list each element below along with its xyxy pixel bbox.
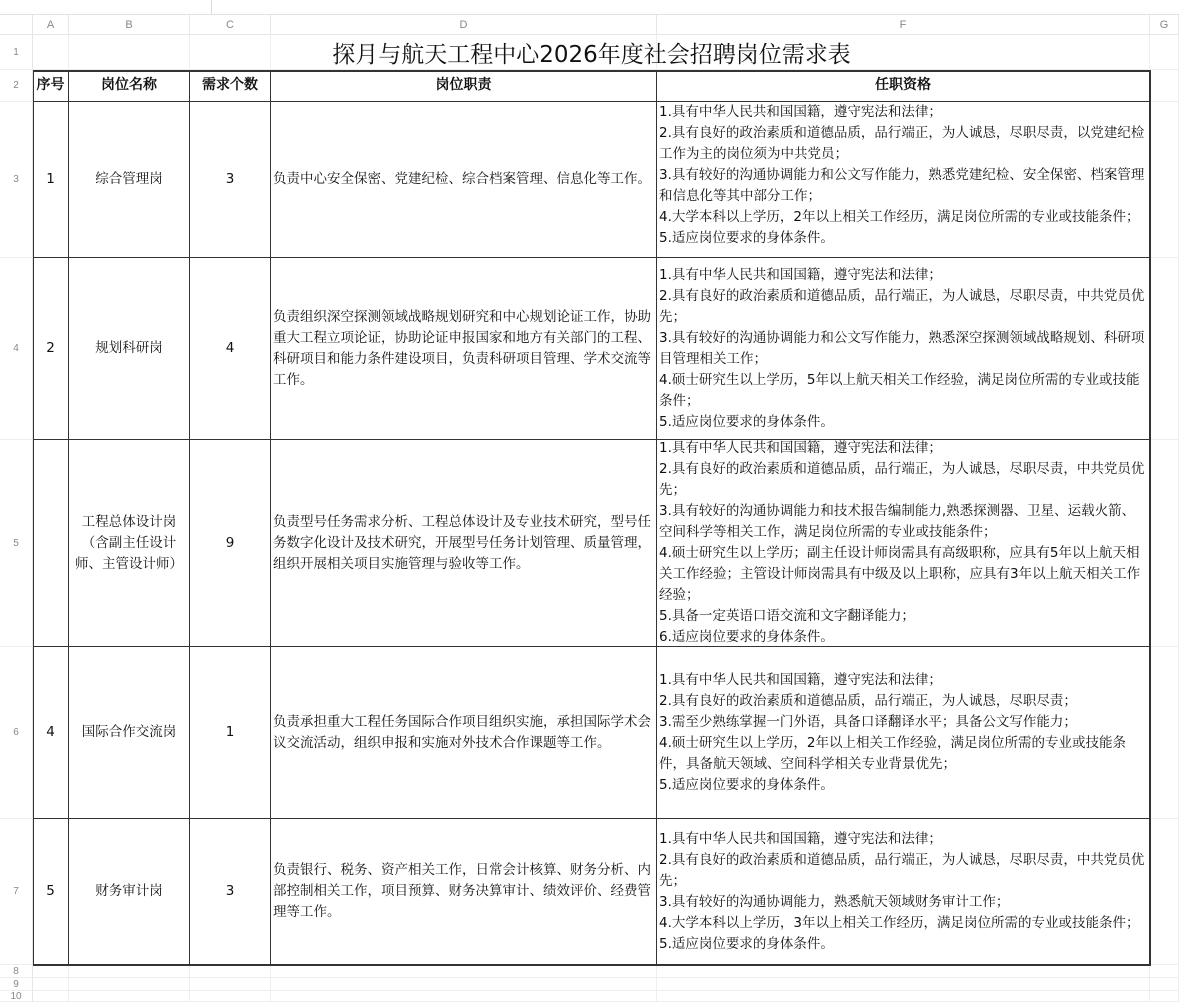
gridline <box>33 990 1179 991</box>
position-qualification-text: 1.具有中华人民共和国国籍，遵守宪法和法律； 2.具有良好的政治素质和道德品质，品行端正，为人诚恳，尽职尽责，中共党员优先； 3.具有较好的沟通协调能力和公文写作能力，熟悉深空探测领域战略规划、科研项目管理相关工作； 4.硕士研究生以上学历，5年以上航天相关工作经验，满足岗位所需的专业或技能条件； 5.适应岗位要求的身体条件。 <box>659 266 1145 430</box>
row-header-3[interactable]: 3 <box>0 102 33 258</box>
header-seq[interactable] <box>33 70 69 102</box>
position-name[interactable] <box>69 647 190 819</box>
column-header-D[interactable]: D <box>271 15 657 35</box>
position-name[interactable] <box>69 440 190 647</box>
position-duty-text: 负责型号任务需求分析、工程总体设计及专业技术研究，型号任务数字化设计及技术研究，开展型号任务计划管理、质量管理，组织开展相关项目实施管理与验收等工作。 <box>273 513 651 572</box>
row-header-9[interactable]: 9 <box>0 978 33 991</box>
position-count[interactable] <box>190 647 271 819</box>
position-qualification-text: 1.具有中华人民共和国国籍，遵守宪法和法律； 2.具有良好的政治素质和道德品质，品行端正，为人诚恳，尽职尽责； 3.需至少熟练掌握一门外语，具备口译翻译水平；具备公文写作能力； 4.硕士研究生以上学历，2年以上相关工作经验，满足岗位所需的专业或技能条件，具备航天领域、空间科学相关专业背景优先； 5.适应岗位要求的身体条件。 <box>659 671 1126 793</box>
position-count[interactable] <box>190 102 271 258</box>
position-count-text: 3 <box>225 171 235 187</box>
position-duty-text: 负责中心安全保密、党建纪检、综合档案管理、信息化等工作。 <box>273 171 651 187</box>
header-duty[interactable] <box>271 70 657 102</box>
row-header-4[interactable]: 4 <box>0 258 33 440</box>
header-qual-text: 任职资格 <box>875 77 931 93</box>
header-name[interactable] <box>69 70 190 102</box>
position-count[interactable] <box>190 819 271 965</box>
row-header-7[interactable]: 7 <box>0 819 33 965</box>
column-header-G[interactable]: G <box>1150 15 1179 35</box>
position-name[interactable] <box>69 819 190 965</box>
position-seq-text: 2 <box>46 340 55 356</box>
header-duty-text: 岗位职责 <box>435 77 492 93</box>
column-header-A[interactable]: A <box>33 15 69 35</box>
position-name-text: 综合管理岗 <box>95 171 163 187</box>
header-name-text: 岗位名称 <box>101 77 157 93</box>
position-seq-text: 5 <box>46 883 55 899</box>
position-seq[interactable] <box>33 647 69 819</box>
position-name-text: 国际合作交流岗 <box>81 724 177 740</box>
row-header-2[interactable]: 2 <box>0 70 33 102</box>
row-header-1[interactable]: 1 <box>0 35 33 70</box>
position-duty[interactable] <box>271 647 657 819</box>
position-qualification[interactable] <box>657 819 1150 965</box>
position-count[interactable] <box>190 258 271 440</box>
position-duty[interactable] <box>271 819 657 965</box>
position-count[interactable] <box>190 440 271 647</box>
position-qualification[interactable] <box>657 102 1150 258</box>
row-header-5[interactable]: 5 <box>0 440 33 647</box>
position-count-text: 1 <box>225 724 235 740</box>
column-header-B[interactable]: B <box>69 15 190 35</box>
position-seq[interactable] <box>33 819 69 965</box>
position-seq-text: 1 <box>46 171 55 187</box>
header-seq-text: 序号 <box>36 77 65 93</box>
position-qualification-text: 1.具有中华人民共和国国籍，遵守宪法和法律； 2.具有良好的政治素质和道德品质，品行端正，为人诚恳，尽职尽责，中共党员优先； 3.具有较好的沟通协调能力和技术报告编制能力,熟悉探测器、卫星、运载火箭、空间科学等相关工作，满足岗位所需的专业或技能条件； 4.硕士研究生以上学历；副主任设计师岗需具有高级职称，应具有5年以上航天相关工作经验；主管设计师岗需具有中级及以上职称，应具有3年以上航天相关工作经验； 5.具备一定英语口语交流和文字翻译能力； 6.适应岗位要求的身体条件。 <box>659 440 1145 645</box>
row-header-8[interactable]: 8 <box>0 965 33 978</box>
gridline <box>33 977 1179 978</box>
select-all-corner[interactable] <box>0 15 33 35</box>
position-seq[interactable] <box>33 258 69 440</box>
position-count-text: 3 <box>225 883 235 899</box>
position-name-text: 规划科研岗 <box>95 340 163 356</box>
position-count-text: 9 <box>225 534 235 551</box>
position-duty-text: 负责组织深空探测领域战略规划研究和中心规划论证工作，协助重大工程立项论证，协助论证申报国家和地方有关部门的工程、科研项目和能力条件建设项目，负责科研项目管理、学术交流等工作。 <box>273 308 651 388</box>
position-seq[interactable] <box>33 102 69 258</box>
position-duty[interactable] <box>271 258 657 440</box>
position-seq-text: 4 <box>46 724 55 740</box>
position-duty[interactable] <box>271 102 657 258</box>
position-name[interactable] <box>69 102 190 258</box>
position-count-text: 4 <box>225 340 235 356</box>
position-qualification[interactable] <box>657 258 1150 440</box>
header-count-text: 需求个数 <box>202 77 258 93</box>
position-qualification-text: 1.具有中华人民共和国国籍，遵守宪法和法律； 2.具有良好的政治素质和道德品质，品行端正，为人诚恳，尽职尽责，以党建纪检工作为主的岗位须为中共党员； 3.具有较好的沟通协调能力和公文写作能力，熟悉党建纪检、安全保密、档案管理和信息化等其中部分工作； 4.大学本科以上学历，2年以上相关工作经历，满足岗位所需的专业或技能条件； 5.适应岗位要求的身体条件。 <box>659 104 1145 246</box>
position-name-text: 工程总体设计岗（含副主任设计师、主管设计师） <box>75 513 183 572</box>
position-qualification[interactable] <box>657 647 1150 819</box>
position-duty-text: 负责承担重大工程任务国际合作项目组织实施，承担国际学术会议交流活动，组织申报和实施对外技术合作课题等工作。 <box>273 713 651 751</box>
formula-bar <box>0 0 1179 15</box>
position-name[interactable] <box>69 258 190 440</box>
position-seq[interactable] <box>33 440 69 647</box>
column-header-F[interactable]: F <box>657 15 1150 35</box>
page-title[interactable]: 探月与航天工程中心2026年度社会招聘岗位需求表 <box>332 42 851 68</box>
header-count[interactable] <box>190 70 271 102</box>
column-header-C[interactable]: C <box>190 15 271 35</box>
position-duty[interactable] <box>271 440 657 647</box>
position-qualification[interactable] <box>657 440 1150 647</box>
row-header-10[interactable]: 10 <box>0 991 33 1002</box>
position-duty-text: 负责银行、税务、资产相关工作，日常会计核算、财务分析、内部控制相关工作，项目预算、财务决算审计、绩效评价、经费管理等工作。 <box>273 862 651 920</box>
position-name-text: 财务审计岗 <box>95 883 163 899</box>
position-qualification-text: 1.具有中华人民共和国国籍，遵守宪法和法律； 2.具有良好的政治素质和道德品质，品行端正，为人诚恳，尽职尽责，中共党员优先； 3.具有较好的沟通协调能力，熟悉航天领域财务审计工作； 4.大学本科以上学历，3年以上相关工作经历，满足岗位所需的专业或技能条件； 5.适应岗位要求的身体条件。 <box>659 830 1145 952</box>
header-qual[interactable] <box>657 70 1150 102</box>
row-header-6[interactable]: 6 <box>0 647 33 819</box>
